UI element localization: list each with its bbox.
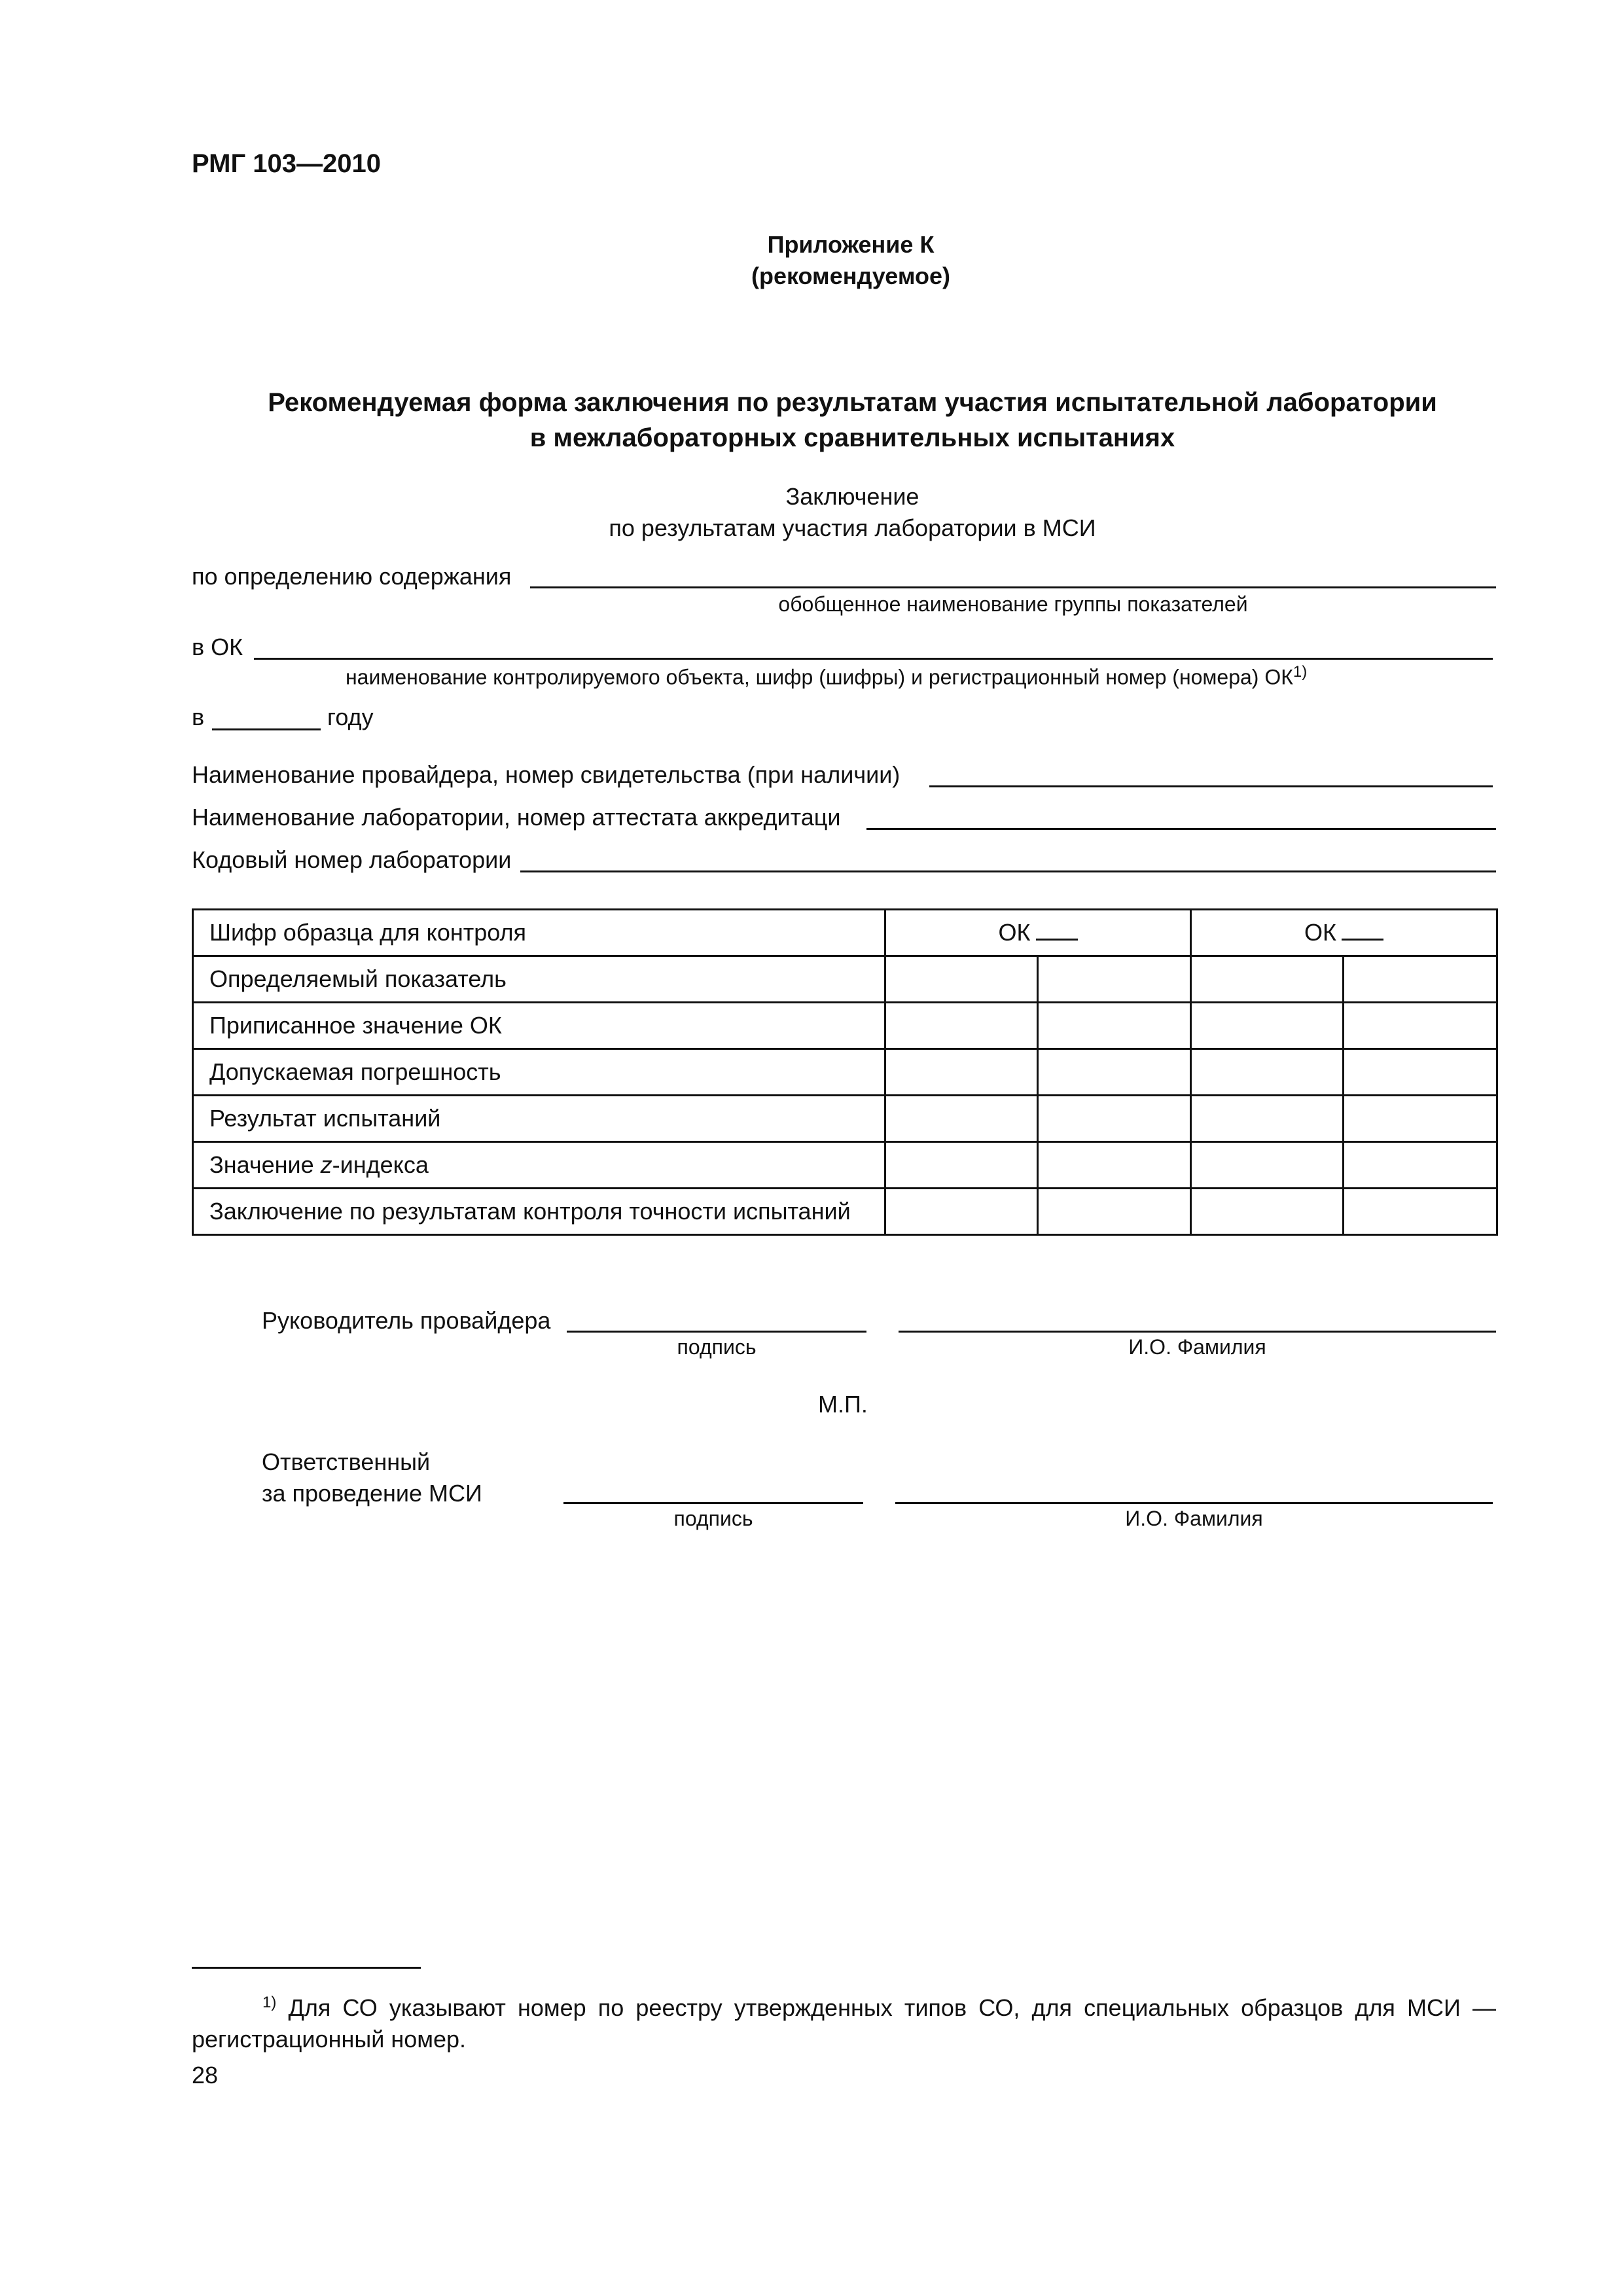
table-cell[interactable]: [1038, 956, 1191, 1003]
row-label: Приписанное значение ОК: [193, 1003, 885, 1049]
table-cell[interactable]: [1191, 1096, 1344, 1142]
conclusion-line-1: Заключение: [785, 483, 919, 510]
provider-name-hint: И.О. Фамилия: [1128, 1335, 1266, 1359]
content-label: по определению содержания: [192, 563, 512, 590]
responsible-name-line[interactable]: [895, 1502, 1493, 1504]
table-cell[interactable]: [885, 956, 1038, 1003]
provider-input-line[interactable]: [929, 785, 1493, 787]
lab-input-line[interactable]: [866, 828, 1496, 830]
table-cell[interactable]: [1038, 1142, 1191, 1189]
ok-column-header-2[interactable]: [1191, 910, 1497, 956]
footnote-separator: [192, 1967, 421, 1969]
provider-head-label: Руководитель провайдера: [262, 1307, 551, 1334]
footnote: [192, 1987, 1496, 2055]
ok-hint: [346, 663, 1307, 690]
form-title-line-1: Рекомендуемая форма заключения по результатам участия испытательной лаборатории: [268, 388, 1437, 417]
table-row: [193, 1142, 1497, 1189]
provider-label: Наименование провайдера, номер свидетельства (при наличии): [192, 761, 901, 788]
table-cell[interactable]: [885, 1049, 1038, 1096]
row-label: Результат испытаний: [193, 1096, 885, 1142]
provider-name-line[interactable]: [899, 1331, 1496, 1333]
appendix-status: (рекомендуемое): [751, 262, 950, 289]
ok-label: в ОК: [192, 634, 243, 660]
table-header-label: Шифр образца для контроля: [193, 910, 885, 956]
responsible-label-line-2: за проведение МСИ: [262, 1480, 482, 1507]
table-cell[interactable]: [885, 1189, 1038, 1235]
table-row: [193, 1049, 1497, 1096]
table-cell[interactable]: [885, 1003, 1038, 1049]
table-cell[interactable]: [1191, 1049, 1344, 1096]
table-cell[interactable]: [885, 1142, 1038, 1189]
provider-signature-hint: подпись: [677, 1335, 757, 1359]
row-label: Допускаемая погрешность: [193, 1049, 885, 1096]
ok-column-blank-1[interactable]: [1036, 919, 1078, 941]
page-number: 28: [192, 2062, 219, 2089]
ok-hint-text: наименование контролируемого объекта, шифр (шифры) и регистрационный номер (номера) ОК: [346, 665, 1293, 689]
table-cell[interactable]: [1191, 1189, 1344, 1235]
ok-column-label-1: ОК: [998, 919, 1031, 946]
table-cell[interactable]: [1038, 1003, 1191, 1049]
appendix-heading: [0, 229, 1623, 292]
table-cell[interactable]: [1344, 1096, 1497, 1142]
footnote-text: Для СО указывают номер по реестру утвержденных типов СО, для специальных образцов для МСИ — регистрационный номер.: [192, 1994, 1496, 2053]
table-cell[interactable]: [1038, 1096, 1191, 1142]
table-cell[interactable]: [1038, 1049, 1191, 1096]
control-table: [192, 908, 1498, 1236]
table-cell[interactable]: [1191, 956, 1344, 1003]
table-row: [193, 1096, 1497, 1142]
table-row: [193, 956, 1497, 1003]
z-row-symbol: z: [320, 1151, 332, 1178]
provider-signature-line[interactable]: [567, 1331, 866, 1333]
footnote-marker: 1): [262, 1994, 277, 2011]
row-label-z-index: [193, 1142, 885, 1189]
z-row-suffix: -индекса: [332, 1151, 429, 1178]
table-cell[interactable]: [1344, 1142, 1497, 1189]
ok-input-line[interactable]: [254, 658, 1493, 660]
form-title-line-2: в межлабораторных сравнительных испытаниях: [529, 423, 1175, 452]
row-label: Заключение по результатам контроля точности испытаний: [193, 1189, 885, 1235]
appendix-title: Приложение К: [767, 231, 935, 258]
document-code: РМГ 103—2010: [192, 149, 381, 178]
code-input-line[interactable]: [520, 870, 1496, 872]
table-cell[interactable]: [1191, 1142, 1344, 1189]
ok-column-header-1[interactable]: [885, 910, 1191, 956]
table-cell[interactable]: [1344, 1049, 1497, 1096]
year-suffix: году: [327, 704, 374, 730]
responsible-label: [262, 1446, 482, 1509]
responsible-label-line-1: Ответственный: [262, 1448, 431, 1475]
year-prefix: в: [192, 704, 205, 730]
ok-hint-footnote-ref: 1): [1293, 663, 1308, 681]
ok-column-blank-2[interactable]: [1342, 919, 1383, 941]
ok-column-label-2: ОК: [1304, 919, 1337, 946]
table-cell[interactable]: [1038, 1189, 1191, 1235]
table-cell[interactable]: [1344, 1189, 1497, 1235]
lab-label: Наименование лаборатории, номер аттестата аккредитаци: [192, 804, 841, 831]
content-hint: обобщенное наименование группы показателей: [778, 592, 1248, 616]
year-input-line[interactable]: [212, 728, 321, 730]
z-row-prefix: Значение: [209, 1151, 321, 1178]
conclusion-line-2: по результатам участия лаборатории в МСИ: [609, 514, 1096, 541]
row-label: Определяемый показатель: [193, 956, 885, 1003]
table-row: [193, 1003, 1497, 1049]
conclusion-heading: [0, 481, 1623, 544]
table-cell[interactable]: [885, 1096, 1038, 1142]
responsible-name-hint: И.О. Фамилия: [1125, 1507, 1263, 1530]
table-header-row: [193, 910, 1497, 956]
responsible-signature-hint: подпись: [673, 1507, 753, 1530]
responsible-signature-line[interactable]: [563, 1502, 863, 1504]
table-cell[interactable]: [1344, 1003, 1497, 1049]
stamp-place: М.П.: [818, 1391, 868, 1418]
table-row: [193, 1189, 1497, 1235]
content-input-line[interactable]: [530, 586, 1496, 588]
table-cell[interactable]: [1191, 1003, 1344, 1049]
code-label: Кодовый номер лаборатории: [192, 846, 512, 873]
table-cell[interactable]: [1344, 956, 1497, 1003]
form-title: [0, 385, 1623, 456]
